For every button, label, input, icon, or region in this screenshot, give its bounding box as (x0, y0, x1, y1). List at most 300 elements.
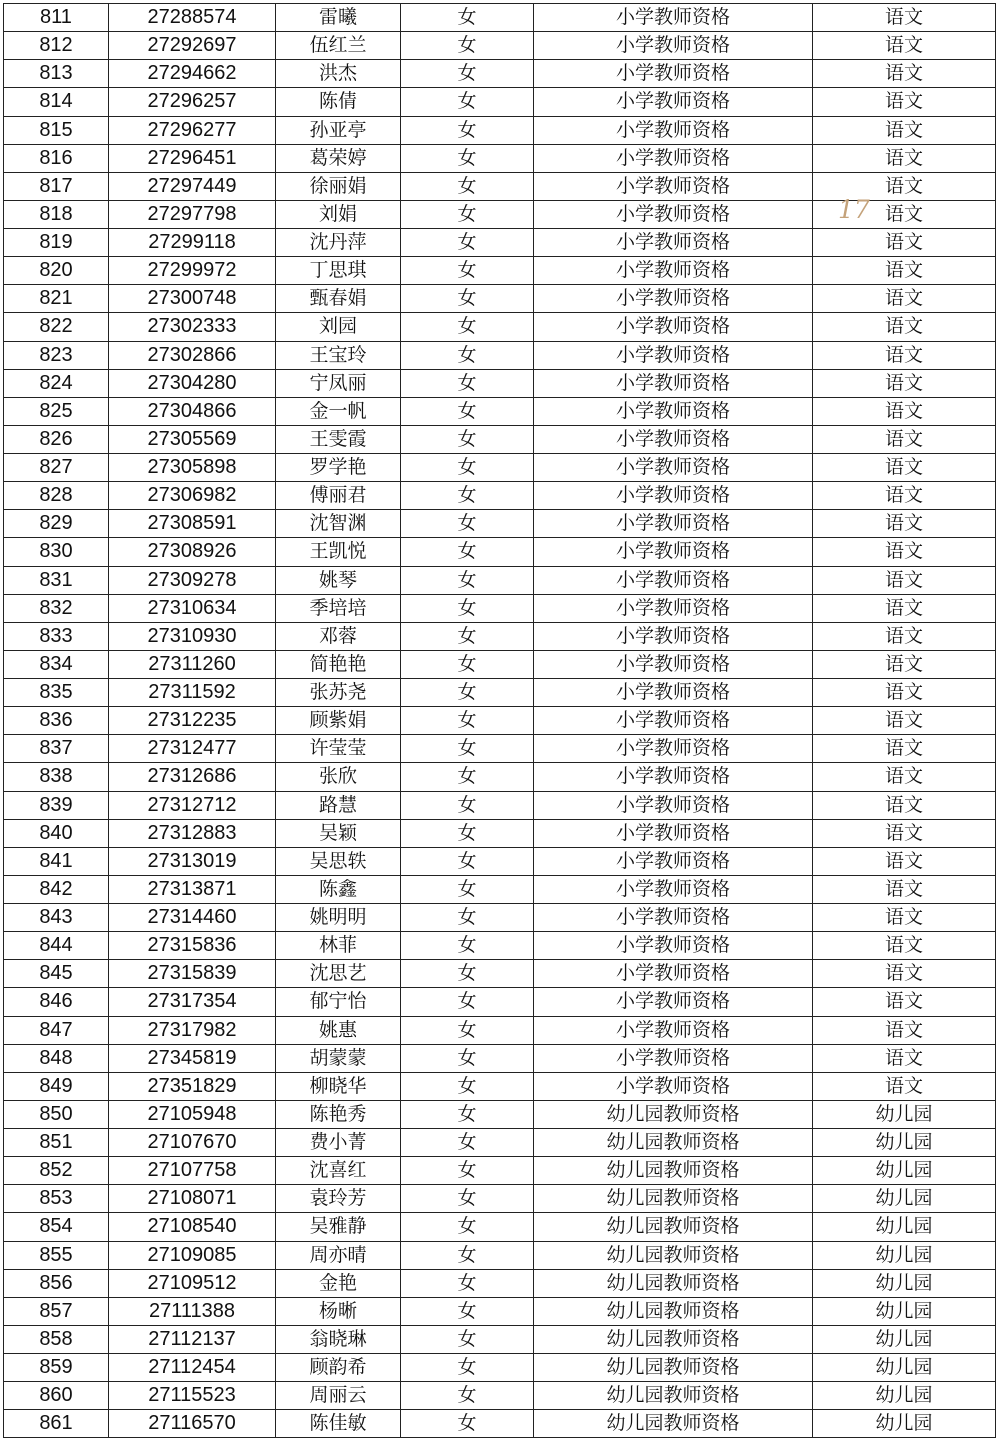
gender-cell: 女 (401, 819, 534, 847)
row-number-cell: 850 (4, 1100, 109, 1128)
id-cell: 27296451 (109, 144, 276, 172)
qualification-cell: 小学教师资格 (534, 847, 813, 875)
id-cell: 27296277 (109, 116, 276, 144)
table-row (4, 791, 996, 819)
gender-cell: 女 (401, 397, 534, 425)
gender-cell: 女 (401, 60, 534, 88)
table-row (4, 875, 996, 903)
name-cell: 洪杰 (276, 60, 401, 88)
id-cell: 27314460 (109, 904, 276, 932)
gender-cell: 女 (401, 1382, 534, 1410)
name-cell: 郁宁怡 (276, 988, 401, 1016)
name-cell: 周丽云 (276, 1382, 401, 1410)
id-cell: 27304280 (109, 369, 276, 397)
row-number-cell: 859 (4, 1354, 109, 1382)
id-cell: 27107670 (109, 1129, 276, 1157)
name-cell: 刘园 (276, 313, 401, 341)
id-cell: 27308926 (109, 538, 276, 566)
name-cell: 费小菁 (276, 1129, 401, 1157)
table-row (4, 1354, 996, 1382)
id-cell: 27288574 (109, 4, 276, 32)
gender-cell: 女 (401, 454, 534, 482)
table-row (4, 1044, 996, 1072)
gender-cell: 女 (401, 510, 534, 538)
name-cell: 傅丽君 (276, 482, 401, 510)
gender-cell: 女 (401, 482, 534, 510)
id-cell: 27302866 (109, 341, 276, 369)
qualification-cell: 幼儿园教师资格 (534, 1129, 813, 1157)
qualification-cell: 幼儿园教师资格 (534, 1297, 813, 1325)
gender-cell: 女 (401, 679, 534, 707)
gender-cell: 女 (401, 875, 534, 903)
name-cell: 周亦晴 (276, 1241, 401, 1269)
subject-cell: 语文 (813, 4, 996, 32)
table-row (4, 1185, 996, 1213)
id-cell: 27305569 (109, 425, 276, 453)
qualification-cell: 小学教师资格 (534, 1044, 813, 1072)
qualification-cell: 小学教师资格 (534, 791, 813, 819)
gender-cell: 女 (401, 735, 534, 763)
id-cell: 27312686 (109, 763, 276, 791)
name-cell: 胡蒙蒙 (276, 1044, 401, 1072)
gender-cell: 女 (401, 566, 534, 594)
id-cell: 27116570 (109, 1410, 276, 1438)
row-number-cell: 840 (4, 819, 109, 847)
id-cell: 27305898 (109, 454, 276, 482)
row-number-cell: 845 (4, 960, 109, 988)
gender-cell: 女 (401, 285, 534, 313)
row-number-cell: 860 (4, 1382, 109, 1410)
subject-cell: 语文 (813, 172, 996, 200)
qualification-cell: 小学教师资格 (534, 200, 813, 228)
row-number-cell: 814 (4, 88, 109, 116)
id-cell: 27313019 (109, 847, 276, 875)
row-number-cell: 837 (4, 735, 109, 763)
gender-cell: 女 (401, 791, 534, 819)
table-row (4, 369, 996, 397)
name-cell: 柳晓华 (276, 1072, 401, 1100)
name-cell: 吴思轶 (276, 847, 401, 875)
table-row (4, 144, 996, 172)
gender-cell: 女 (401, 932, 534, 960)
name-cell: 刘娟 (276, 200, 401, 228)
id-cell: 27351829 (109, 1072, 276, 1100)
id-cell: 27310930 (109, 622, 276, 650)
table-row (4, 60, 996, 88)
row-number-cell: 847 (4, 1016, 109, 1044)
table-row (4, 1157, 996, 1185)
table-row (4, 1297, 996, 1325)
row-number-cell: 816 (4, 144, 109, 172)
id-cell: 27304866 (109, 397, 276, 425)
table-row (4, 482, 996, 510)
id-cell: 27108071 (109, 1185, 276, 1213)
id-cell: 27312477 (109, 735, 276, 763)
table-row (4, 1382, 996, 1410)
table-row (4, 1072, 996, 1100)
subject-cell: 语文 (813, 1044, 996, 1072)
id-cell: 27315836 (109, 932, 276, 960)
gender-cell: 女 (401, 1354, 534, 1382)
table-row (4, 229, 996, 257)
table-row (4, 4, 996, 32)
id-cell: 27317354 (109, 988, 276, 1016)
table-row (4, 1100, 996, 1128)
name-cell: 姚惠 (276, 1016, 401, 1044)
table-row (4, 1241, 996, 1269)
gender-cell: 女 (401, 172, 534, 200)
gender-cell: 女 (401, 960, 534, 988)
row-number-cell: 818 (4, 200, 109, 228)
row-number-cell: 826 (4, 425, 109, 453)
subject-cell: 幼儿园 (813, 1213, 996, 1241)
qualification-cell: 幼儿园教师资格 (534, 1325, 813, 1353)
table-row (4, 988, 996, 1016)
row-number-cell: 854 (4, 1213, 109, 1241)
qualification-cell: 小学教师资格 (534, 594, 813, 622)
qualification-cell: 小学教师资格 (534, 707, 813, 735)
subject-cell: 语文 (813, 341, 996, 369)
table-row (4, 538, 996, 566)
row-number-cell: 861 (4, 1410, 109, 1438)
subject-cell: 语文 (813, 875, 996, 903)
gender-cell: 女 (401, 1241, 534, 1269)
subject-cell: 幼儿园 (813, 1410, 996, 1438)
subject-cell: 幼儿园 (813, 1129, 996, 1157)
subject-cell: 语文 (813, 622, 996, 650)
name-cell: 陈艳秀 (276, 1100, 401, 1128)
row-number-cell: 839 (4, 791, 109, 819)
id-cell: 27317982 (109, 1016, 276, 1044)
table-row (4, 1213, 996, 1241)
subject-cell: 语文 (813, 60, 996, 88)
subject-cell: 语文 (813, 1016, 996, 1044)
row-number-cell: 843 (4, 904, 109, 932)
qualification-cell: 幼儿园教师资格 (534, 1354, 813, 1382)
qualification-cell: 小学教师资格 (534, 875, 813, 903)
id-cell: 27300748 (109, 285, 276, 313)
table-row (4, 960, 996, 988)
gender-cell: 女 (401, 425, 534, 453)
gender-cell: 女 (401, 847, 534, 875)
gender-cell: 女 (401, 650, 534, 678)
name-cell: 罗学艳 (276, 454, 401, 482)
gender-cell: 女 (401, 904, 534, 932)
subject-cell: 语文 (813, 313, 996, 341)
subject-cell: 语文 (813, 257, 996, 285)
qualification-cell: 小学教师资格 (534, 679, 813, 707)
row-number-cell: 828 (4, 482, 109, 510)
qualification-cell: 小学教师资格 (534, 116, 813, 144)
qualification-cell: 幼儿园教师资格 (534, 1269, 813, 1297)
qualification-cell: 小学教师资格 (534, 650, 813, 678)
subject-cell: 语文 (813, 425, 996, 453)
table-row (4, 904, 996, 932)
id-cell: 27111388 (109, 1297, 276, 1325)
qualification-cell: 小学教师资格 (534, 4, 813, 32)
table-row (4, 622, 996, 650)
name-cell: 王凯悦 (276, 538, 401, 566)
table-row (4, 819, 996, 847)
subject-cell: 语文 (813, 285, 996, 313)
id-cell: 27312235 (109, 707, 276, 735)
table-row (4, 313, 996, 341)
table-row (4, 847, 996, 875)
qualification-cell: 小学教师资格 (534, 88, 813, 116)
row-number-cell: 812 (4, 32, 109, 60)
gender-cell: 女 (401, 707, 534, 735)
id-cell: 27297449 (109, 172, 276, 200)
qualification-cell: 幼儿园教师资格 (534, 1382, 813, 1410)
id-cell: 27312712 (109, 791, 276, 819)
qualification-cell: 小学教师资格 (534, 932, 813, 960)
gender-cell: 女 (401, 341, 534, 369)
name-cell: 路慧 (276, 791, 401, 819)
subject-cell: 语文 (813, 932, 996, 960)
id-cell: 27310634 (109, 594, 276, 622)
qualification-cell: 幼儿园教师资格 (534, 1410, 813, 1438)
name-cell: 陈倩 (276, 88, 401, 116)
table-row (4, 1016, 996, 1044)
gender-cell: 女 (401, 1044, 534, 1072)
row-number-cell: 827 (4, 454, 109, 482)
qualification-cell: 小学教师资格 (534, 988, 813, 1016)
gender-cell: 女 (401, 1269, 534, 1297)
qualification-cell: 小学教师资格 (534, 482, 813, 510)
id-cell: 27311260 (109, 650, 276, 678)
qualification-cell: 小学教师资格 (534, 341, 813, 369)
subject-cell: 语文 (813, 566, 996, 594)
gender-cell: 女 (401, 4, 534, 32)
qualification-cell: 小学教师资格 (534, 763, 813, 791)
name-cell: 伍红兰 (276, 32, 401, 60)
name-cell: 沈丹萍 (276, 229, 401, 257)
row-number-cell: 824 (4, 369, 109, 397)
gender-cell: 女 (401, 257, 534, 285)
qualification-cell: 幼儿园教师资格 (534, 1100, 813, 1128)
qualification-cell: 小学教师资格 (534, 32, 813, 60)
gender-cell: 女 (401, 1016, 534, 1044)
table-row (4, 1410, 996, 1438)
gender-cell: 女 (401, 763, 534, 791)
row-number-cell: 851 (4, 1129, 109, 1157)
row-number-cell: 835 (4, 679, 109, 707)
qualification-cell: 小学教师资格 (534, 285, 813, 313)
qualification-cell: 小学教师资格 (534, 1016, 813, 1044)
id-cell: 27112137 (109, 1325, 276, 1353)
id-cell: 27109512 (109, 1269, 276, 1297)
subject-cell: 语文 (813, 763, 996, 791)
id-cell: 27299972 (109, 257, 276, 285)
name-cell: 翁晓琳 (276, 1325, 401, 1353)
subject-cell: 幼儿园 (813, 1297, 996, 1325)
id-cell: 27105948 (109, 1100, 276, 1128)
qualification-cell: 小学教师资格 (534, 960, 813, 988)
subject-cell: 语文 (813, 904, 996, 932)
row-number-cell: 858 (4, 1325, 109, 1353)
gender-cell: 女 (401, 1185, 534, 1213)
table-row (4, 1325, 996, 1353)
page-number-mark: 17 (838, 195, 870, 224)
row-number-cell: 855 (4, 1241, 109, 1269)
table-row (4, 1269, 996, 1297)
name-cell: 顾韵希 (276, 1354, 401, 1382)
table-row (4, 566, 996, 594)
id-cell: 27306982 (109, 482, 276, 510)
subject-cell: 幼儿园 (813, 1157, 996, 1185)
table-row (4, 116, 996, 144)
id-cell: 27313871 (109, 875, 276, 903)
id-cell: 27109085 (109, 1241, 276, 1269)
name-cell: 金一帆 (276, 397, 401, 425)
id-cell: 27297798 (109, 200, 276, 228)
gender-cell: 女 (401, 369, 534, 397)
subject-cell: 幼儿园 (813, 1185, 996, 1213)
row-number-cell: 838 (4, 763, 109, 791)
qualification-cell: 小学教师资格 (534, 904, 813, 932)
qualification-cell: 小学教师资格 (534, 819, 813, 847)
row-number-cell: 832 (4, 594, 109, 622)
id-cell: 27309278 (109, 566, 276, 594)
subject-cell: 幼儿园 (813, 1269, 996, 1297)
name-cell: 姚明明 (276, 904, 401, 932)
qualification-cell: 小学教师资格 (534, 425, 813, 453)
qualification-cell: 小学教师资格 (534, 397, 813, 425)
table-row (4, 763, 996, 791)
gender-cell: 女 (401, 1157, 534, 1185)
subject-cell: 语文 (813, 847, 996, 875)
row-number-cell: 849 (4, 1072, 109, 1100)
row-number-cell: 829 (4, 510, 109, 538)
row-number-cell: 853 (4, 1185, 109, 1213)
qualification-cell: 幼儿园教师资格 (534, 1157, 813, 1185)
name-cell: 顾紫娟 (276, 707, 401, 735)
qualification-cell: 小学教师资格 (534, 538, 813, 566)
subject-cell: 语文 (813, 735, 996, 763)
subject-cell: 幼儿园 (813, 1241, 996, 1269)
gender-cell: 女 (401, 594, 534, 622)
gender-cell: 女 (401, 88, 534, 116)
table-row (4, 88, 996, 116)
name-cell: 甄春娟 (276, 285, 401, 313)
subject-cell: 语文 (813, 819, 996, 847)
row-number-cell: 820 (4, 257, 109, 285)
qualification-cell: 小学教师资格 (534, 144, 813, 172)
table-row (4, 679, 996, 707)
table-row (4, 594, 996, 622)
qualification-cell: 小学教师资格 (534, 172, 813, 200)
name-cell: 吴雅静 (276, 1213, 401, 1241)
row-number-cell: 821 (4, 285, 109, 313)
qualification-cell: 小学教师资格 (534, 313, 813, 341)
name-cell: 金艳 (276, 1269, 401, 1297)
qualification-cell: 幼儿园教师资格 (534, 1185, 813, 1213)
subject-cell: 语文 (813, 538, 996, 566)
subject-cell: 幼儿园 (813, 1100, 996, 1128)
id-cell: 27308591 (109, 510, 276, 538)
gender-cell: 女 (401, 229, 534, 257)
subject-cell: 语文 (813, 397, 996, 425)
row-number-cell: 825 (4, 397, 109, 425)
table-row (4, 341, 996, 369)
row-number-cell: 833 (4, 622, 109, 650)
table-row (4, 285, 996, 313)
qualification-cell: 小学教师资格 (534, 60, 813, 88)
name-cell: 王宝玲 (276, 341, 401, 369)
row-number-cell: 842 (4, 875, 109, 903)
qualification-cell: 小学教师资格 (534, 735, 813, 763)
id-cell: 27292697 (109, 32, 276, 60)
row-number-cell: 819 (4, 229, 109, 257)
row-number-cell: 848 (4, 1044, 109, 1072)
table-row (4, 1129, 996, 1157)
table-row (4, 735, 996, 763)
name-cell: 许莹莹 (276, 735, 401, 763)
id-cell: 27315839 (109, 960, 276, 988)
table-row (4, 650, 996, 678)
gender-cell: 女 (401, 538, 534, 566)
id-cell: 27302333 (109, 313, 276, 341)
gender-cell: 女 (401, 116, 534, 144)
name-cell: 姚琴 (276, 566, 401, 594)
subject-cell: 语文 (813, 369, 996, 397)
subject-cell: 语文 (813, 200, 996, 228)
qualification-cell: 幼儿园教师资格 (534, 1213, 813, 1241)
name-cell: 王雯霞 (276, 425, 401, 453)
name-cell: 丁思琪 (276, 257, 401, 285)
id-cell: 27345819 (109, 1044, 276, 1072)
id-cell: 27294662 (109, 60, 276, 88)
gender-cell: 女 (401, 988, 534, 1016)
id-cell: 27108540 (109, 1213, 276, 1241)
id-cell: 27311592 (109, 679, 276, 707)
gender-cell: 女 (401, 1213, 534, 1241)
name-cell: 季培培 (276, 594, 401, 622)
name-cell: 沈思艺 (276, 960, 401, 988)
table-row (4, 454, 996, 482)
name-cell: 简艳艳 (276, 650, 401, 678)
subject-cell: 语文 (813, 144, 996, 172)
subject-cell: 语文 (813, 707, 996, 735)
name-cell: 徐丽娟 (276, 172, 401, 200)
gender-cell: 女 (401, 1297, 534, 1325)
name-cell: 葛荣婷 (276, 144, 401, 172)
row-number-cell: 846 (4, 988, 109, 1016)
qualification-cell: 小学教师资格 (534, 257, 813, 285)
name-cell: 沈智渊 (276, 510, 401, 538)
gender-cell: 女 (401, 144, 534, 172)
row-number-cell: 813 (4, 60, 109, 88)
row-number-cell: 822 (4, 313, 109, 341)
name-cell: 孙亚亭 (276, 116, 401, 144)
row-number-cell: 815 (4, 116, 109, 144)
row-number-cell: 836 (4, 707, 109, 735)
subject-cell: 语文 (813, 679, 996, 707)
qualification-cell: 小学教师资格 (534, 510, 813, 538)
name-cell: 林菲 (276, 932, 401, 960)
qualification-cell: 小学教师资格 (534, 622, 813, 650)
row-number-cell: 830 (4, 538, 109, 566)
gender-cell: 女 (401, 32, 534, 60)
subject-cell: 语文 (813, 229, 996, 257)
row-number-cell: 857 (4, 1297, 109, 1325)
subject-cell: 语文 (813, 454, 996, 482)
gender-cell: 女 (401, 1129, 534, 1157)
id-cell: 27299118 (109, 229, 276, 257)
id-cell: 27115523 (109, 1382, 276, 1410)
name-cell: 雷曦 (276, 4, 401, 32)
subject-cell: 语文 (813, 32, 996, 60)
